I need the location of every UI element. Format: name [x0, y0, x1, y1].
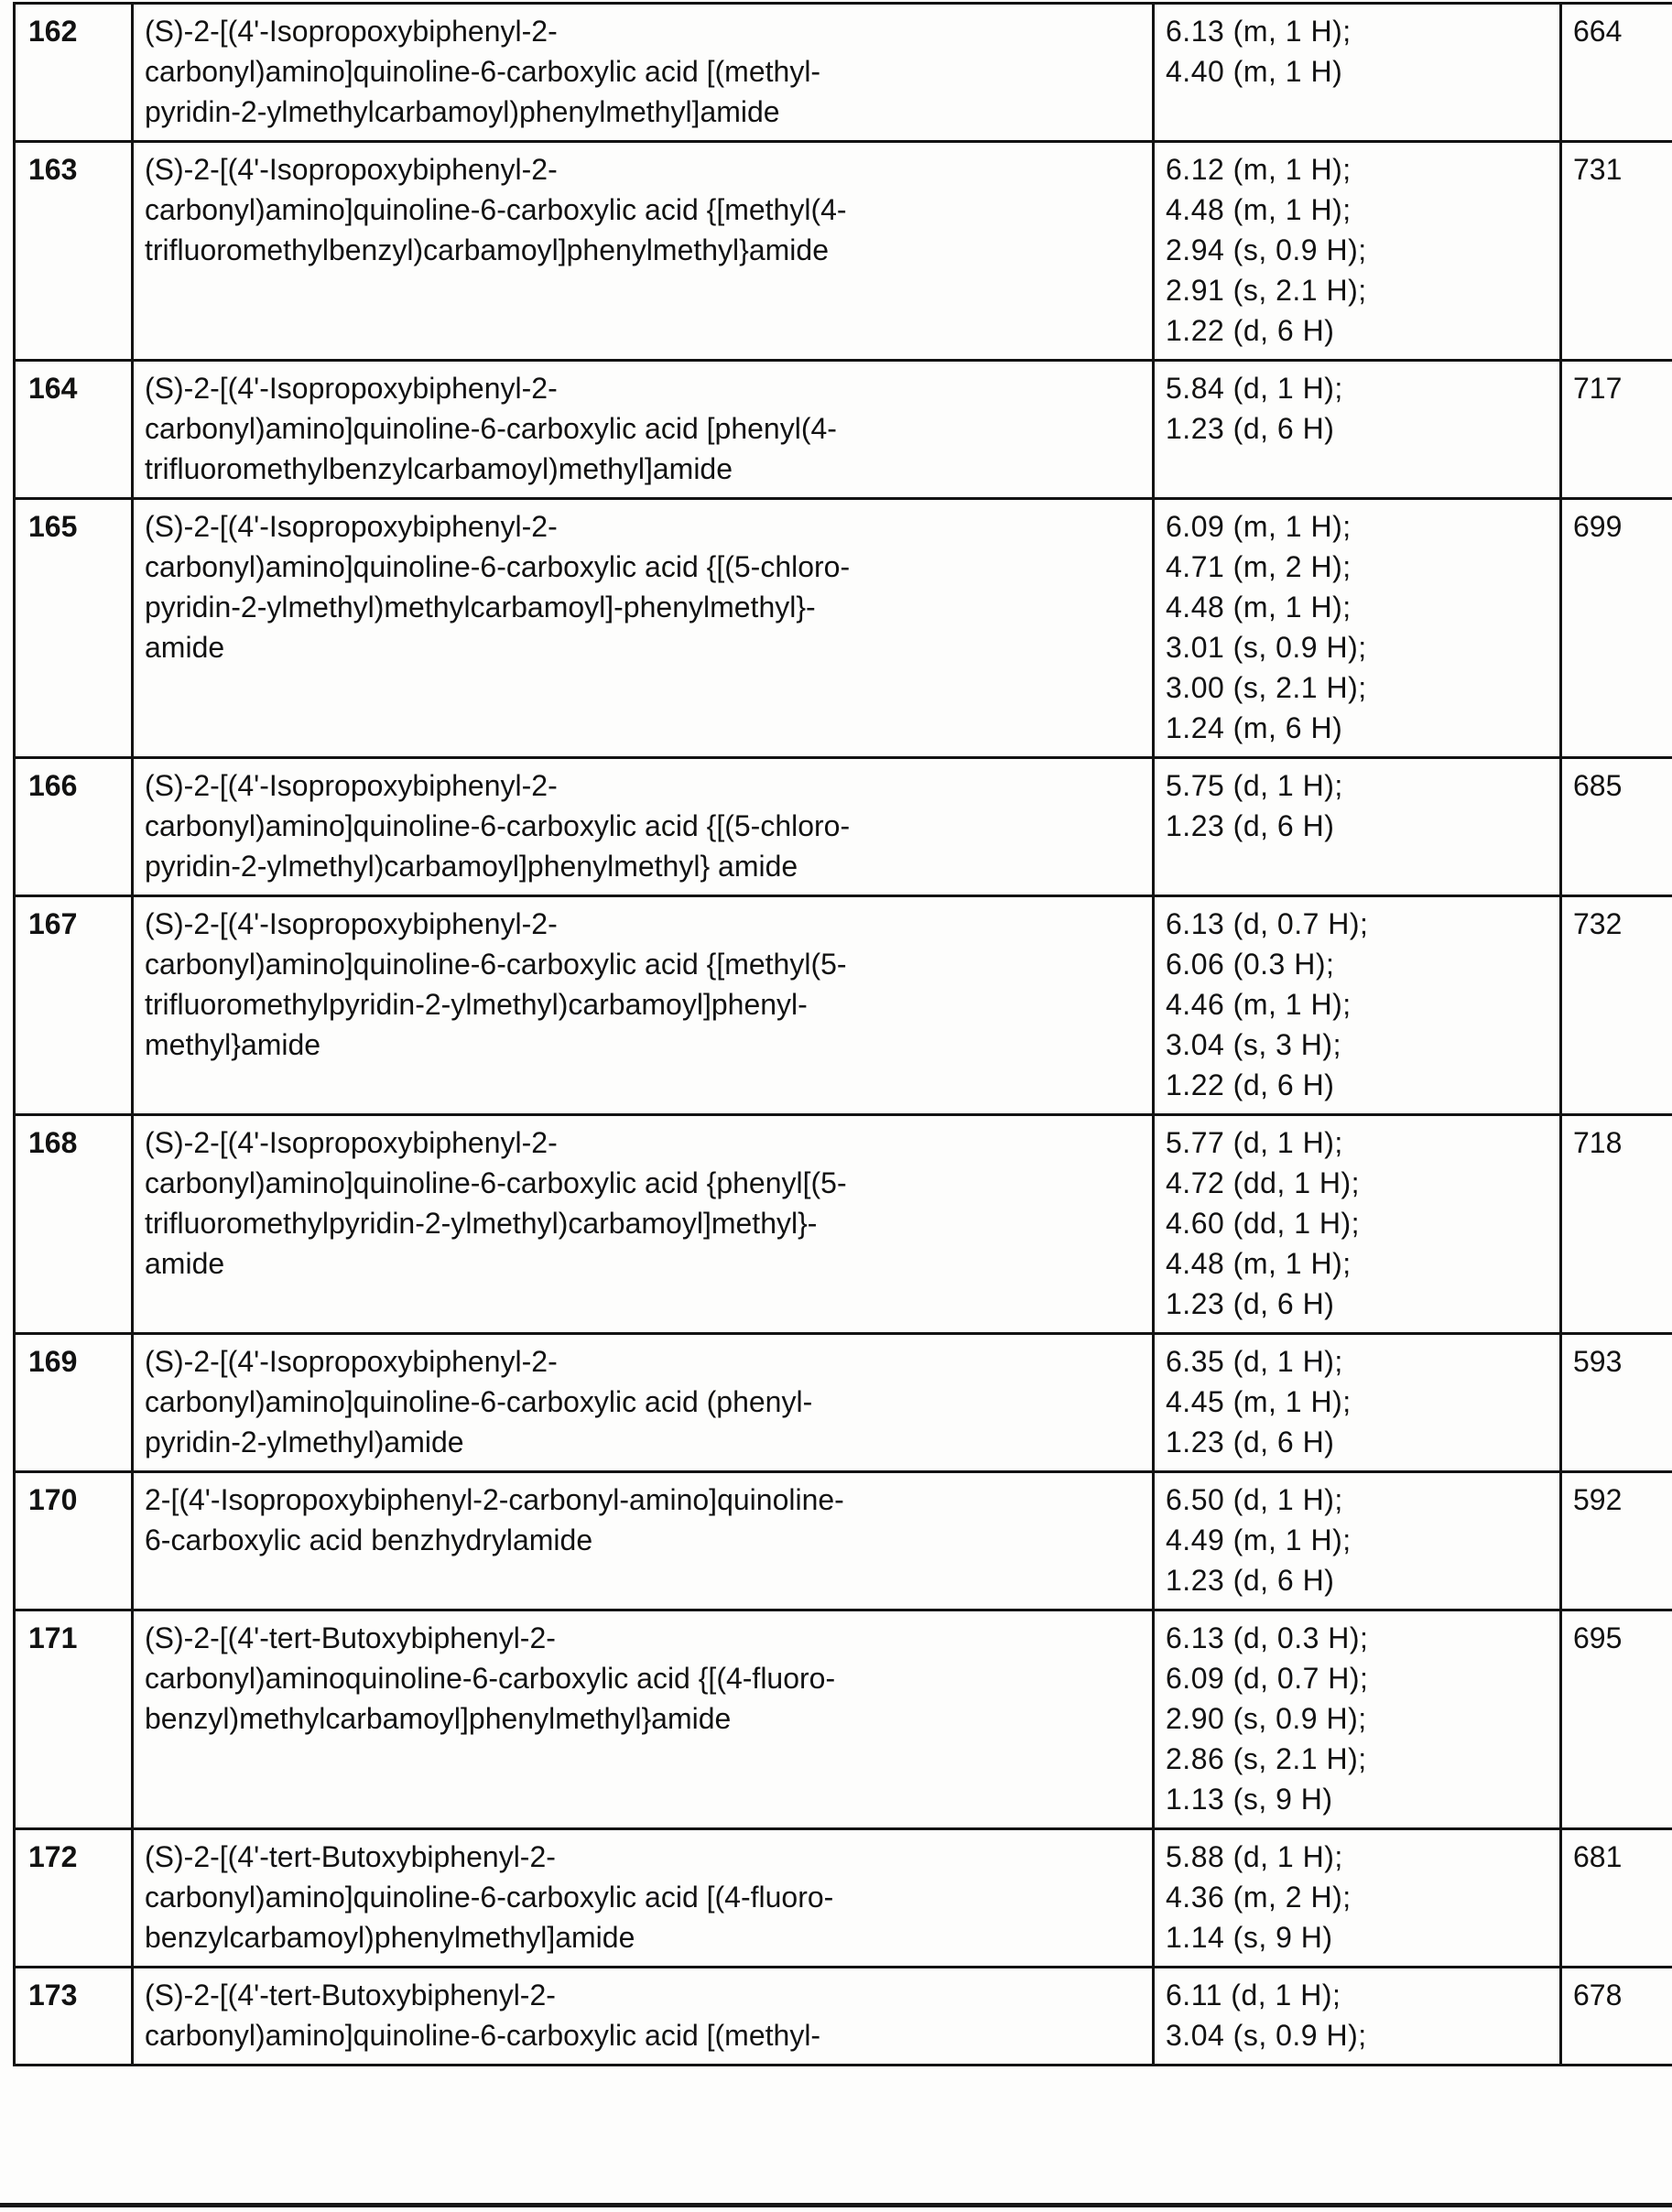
scan-artifact-line — [0, 2203, 1672, 2207]
mass-value-cell: 732 — [1561, 896, 1672, 1115]
compound-name-cell: (S)-2-[(4'-tert-Butoxybiphenyl-2- carbonyl)amino]quinoline-6-carboxylic acid [(4-fluoro- benzylcarbamoyl)phenylmethyl]amide — [133, 1829, 1154, 1968]
compound-row — [15, 1334, 1672, 1472]
compound-row — [15, 758, 1672, 896]
mass-value-cell: 685 — [1561, 758, 1672, 896]
mass-value-cell: 593 — [1561, 1334, 1672, 1472]
compound-number-cell: 166 — [15, 758, 133, 896]
mass-value-cell: 699 — [1561, 499, 1672, 758]
mass-value-cell: 695 — [1561, 1610, 1672, 1829]
compound-name-cell: (S)-2-[(4'-tert-Butoxybiphenyl-2- carbonyl)amino]quinoline-6-carboxylic acid [(methyl- — [133, 1968, 1154, 2066]
compound-row — [15, 1610, 1672, 1829]
compound-name-cell: (S)-2-[(4'-Isopropoxybiphenyl-2- carbonyl)amino]quinoline-6-carboxylic acid (phenyl- pyridin-2-ylmethyl)amide — [133, 1334, 1154, 1472]
compound-name-cell: (S)-2-[(4'-tert-Butoxybiphenyl-2- carbonyl)aminoquinoline-6-carboxylic acid {[(4-fluoro- benzyl)methylcarbamoyl]phenylmethyl}amide — [133, 1610, 1154, 1829]
mass-value-cell: 678 — [1561, 1968, 1672, 2066]
mass-value-cell: 731 — [1561, 142, 1672, 361]
compound-row — [15, 499, 1672, 758]
compound-row — [15, 1115, 1672, 1334]
nmr-data-cell: 6.11 (d, 1 H); 3.04 (s, 0.9 H); — [1154, 1968, 1561, 2066]
nmr-data-cell: 5.75 (d, 1 H); 1.23 (d, 6 H) — [1154, 758, 1561, 896]
compound-table-body — [15, 4, 1672, 2066]
compound-name-cell: (S)-2-[(4'-Isopropoxybiphenyl-2- carbonyl)amino]quinoline-6-carboxylic acid [phenyl(4- trifluoromethylbenzylcarbamoyl)methyl]amide — [133, 361, 1154, 499]
compound-name-cell: (S)-2-[(4'-Isopropoxybiphenyl-2- carbonyl)amino]quinoline-6-carboxylic acid {phenyl[(5- trifluoromethylpyridin-2-ylmethyl)carbamoyl]methyl}- amide — [133, 1115, 1154, 1334]
compound-row — [15, 1829, 1672, 1968]
compound-number-cell: 163 — [15, 142, 133, 361]
nmr-data-cell: 6.13 (m, 1 H); 4.40 (m, 1 H) — [1154, 4, 1561, 142]
nmr-data-cell: 5.88 (d, 1 H); 4.36 (m, 2 H); 1.14 (s, 9 H) — [1154, 1829, 1561, 1968]
compound-number-cell: 168 — [15, 1115, 133, 1334]
compound-number-cell: 172 — [15, 1829, 133, 1968]
nmr-data-cell: 6.09 (m, 1 H); 4.71 (m, 2 H); 4.48 (m, 1 H); 3.01 (s, 0.9 H); 3.00 (s, 2.1 H); 1.24 (m, 6 H) — [1154, 499, 1561, 758]
nmr-data-cell: 6.12 (m, 1 H); 4.48 (m, 1 H); 2.94 (s, 0.9 H); 2.91 (s, 2.1 H); 1.22 (d, 6 H) — [1154, 142, 1561, 361]
compound-table — [13, 2, 1672, 2066]
mass-value-cell: 681 — [1561, 1829, 1672, 1968]
mass-value-cell: 717 — [1561, 361, 1672, 499]
nmr-data-cell: 6.13 (d, 0.3 H); 6.09 (d, 0.7 H); 2.90 (s, 0.9 H); 2.86 (s, 2.1 H); 1.13 (s, 9 H) — [1154, 1610, 1561, 1829]
compound-row — [15, 896, 1672, 1115]
compound-row — [15, 361, 1672, 499]
mass-value-cell: 664 — [1561, 4, 1672, 142]
compound-row — [15, 142, 1672, 361]
mass-value-cell: 592 — [1561, 1472, 1672, 1610]
compound-number-cell: 171 — [15, 1610, 133, 1829]
compound-name-cell: (S)-2-[(4'-Isopropoxybiphenyl-2- carbonyl)amino]quinoline-6-carboxylic acid {[methyl(5- trifluoromethylpyridin-2-ylmethyl)carbamoyl]phenyl- methyl}amide — [133, 896, 1154, 1115]
compound-number-cell: 162 — [15, 4, 133, 142]
compound-row — [15, 1472, 1672, 1610]
compound-number-cell: 164 — [15, 361, 133, 499]
compound-name-cell: (S)-2-[(4'-Isopropoxybiphenyl-2- carbonyl)amino]quinoline-6-carboxylic acid [(methyl- pyridin-2-ylmethylcarbamoyl)phenylmethyl]amide — [133, 4, 1154, 142]
compound-number-cell: 169 — [15, 1334, 133, 1472]
compound-number-cell: 167 — [15, 896, 133, 1115]
compound-name-cell: 2-[(4'-Isopropoxybiphenyl-2-carbonyl-amino]quinoline- 6-carboxylic acid benzhydrylamide — [133, 1472, 1154, 1610]
nmr-data-cell: 6.50 (d, 1 H); 4.49 (m, 1 H); 1.23 (d, 6 H) — [1154, 1472, 1561, 1610]
compound-name-cell: (S)-2-[(4'-Isopropoxybiphenyl-2- carbonyl)amino]quinoline-6-carboxylic acid {[(5-chloro- pyridin-2-ylmethyl)carbamoyl]phenylmethyl} amide — [133, 758, 1154, 896]
compound-row — [15, 1968, 1672, 2066]
nmr-data-cell: 5.77 (d, 1 H); 4.72 (dd, 1 H); 4.60 (dd, 1 H); 4.48 (m, 1 H); 1.23 (d, 6 H) — [1154, 1115, 1561, 1334]
compound-name-cell: (S)-2-[(4'-Isopropoxybiphenyl-2- carbonyl)amino]quinoline-6-carboxylic acid {[methyl(4- trifluoromethylbenzyl)carbamoyl]phenylmethyl}amide — [133, 142, 1154, 361]
nmr-data-cell: 5.84 (d, 1 H); 1.23 (d, 6 H) — [1154, 361, 1561, 499]
compound-number-cell: 170 — [15, 1472, 133, 1610]
compound-name-cell: (S)-2-[(4'-Isopropoxybiphenyl-2- carbonyl)amino]quinoline-6-carboxylic acid {[(5-chloro- pyridin-2-ylmethyl)methylcarbamoyl]-phenylmethyl}- amide — [133, 499, 1154, 758]
nmr-data-cell: 6.35 (d, 1 H); 4.45 (m, 1 H); 1.23 (d, 6 H) — [1154, 1334, 1561, 1472]
compound-row — [15, 4, 1672, 142]
mass-value-cell: 718 — [1561, 1115, 1672, 1334]
compound-number-cell: 173 — [15, 1968, 133, 2066]
nmr-data-cell: 6.13 (d, 0.7 H); 6.06 (0.3 H); 4.46 (m, 1 H); 3.04 (s, 3 H); 1.22 (d, 6 H) — [1154, 896, 1561, 1115]
compound-number-cell: 165 — [15, 499, 133, 758]
